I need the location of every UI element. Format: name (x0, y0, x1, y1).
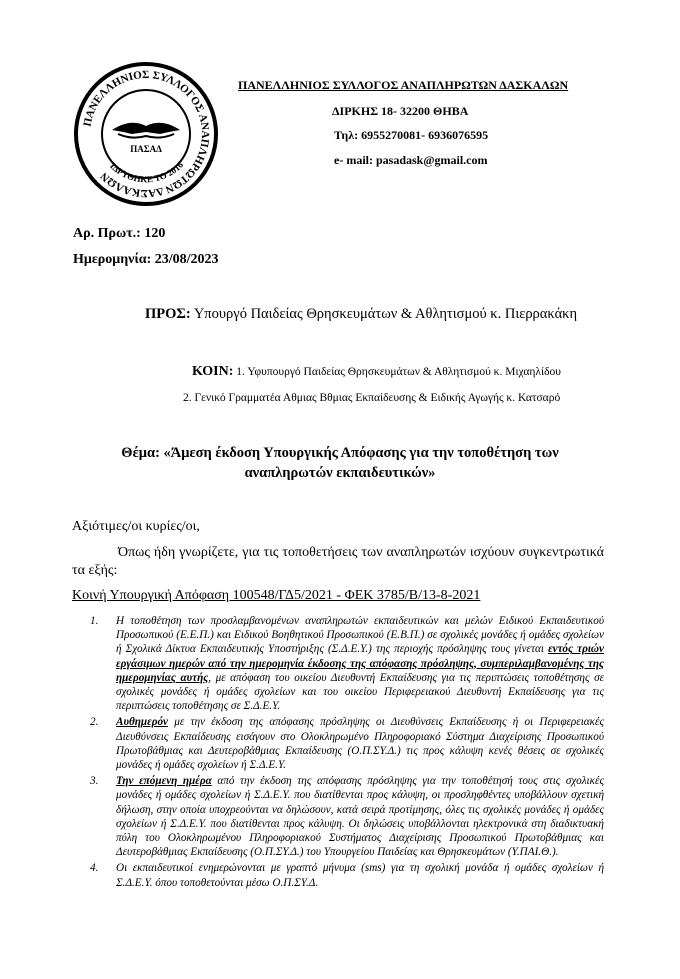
subject-line: Θέμα: «Άμεση έκδοση Υπουργικής Απόφασης για την τοποθέτηση των αναπληρωτών εκπαιδευτικών» (121, 445, 559, 481)
org-address: ΔΙΡΚΗΣ 18- 32200 ΘΗΒΑ (332, 104, 469, 118)
logo-founded-text: ΙΔΡΥΘΗΚΕ ΤΟ 2016 (108, 159, 186, 185)
org-name: ΠΑΝΕΛΛΗΝΙΟΣ ΣΥΛΛΟΓΟΣ ΑΝΑΠΛΗΡΩΤΩΝ ΔΑΣΚΑΛΩΝ (238, 78, 569, 92)
cc-line-1 (192, 364, 561, 380)
decision-title: Κοινή Υπουργική Απόφαση 100548/ΓΔ5/2021 - ΦΕΚ 3785/Β/13-8-2021 (72, 588, 481, 603)
decision-items-list (90, 614, 604, 892)
recipient-text: Υπουργό Παιδείας Θρησκευμάτων & Αθλητισμού κ. Πιερρακάκη (193, 306, 578, 322)
protocol-number: Αρ. Πρωτ.: 120 (73, 226, 166, 241)
org-email: e- mail: pasadask@gmail.com (334, 153, 488, 167)
recipient-line (145, 306, 577, 323)
greeting: Αξιότιμες/οι κυρίες/οι, (72, 519, 200, 534)
list-item: 1. Η τοποθέτηση των προσλαμβανομένων αναπληρωτών εκπαιδευτικών και μελών Ειδικού Εκπαιδευτικού Προσωπικού (Ε.Ε.Π.) και Ειδικού Βοηθητικού Προσωπικού (Ε.Β.Π.) σε σχολικές μονάδες ή ομάδες σχολείων ή Σχολικά Δίκτυα Εκπαιδευτικής Υποστήριξης (Σ.Δ.Ε.Υ.) της περιοχής πρόσληψης τους γίνεται εντός τριών εργάσιμων ημερών από την ημερομηνία έκδοσης της απόφασης πρόσληψης, συμπεριλαμβανομένης της ημερομηνίας αυτής, με απόφαση του οικείου Διευθυντή Εκπαίδευσης για τις περιπτώσεις τοποθέτησης σε σχολικές μονάδες ή ομάδες σχολείων και του οικείου Περιφερειακού Διευθυντή Εκπαίδευσης για τις περιπτώσεις τοποθέτησης σε Σ.Δ.Ε.Υ. (90, 615, 604, 713)
logo-ring-text: ΠΑΝΕΛΛΗΝΙΟΣ ΣΥΛΛΟΓΟΣ ΑΝΑΠΛΗΡΩΤΩΝ ΔΑΣΚΑΛΩΝ (81, 68, 212, 200)
logo-center-text: ΠΑΣΑΔ (130, 144, 162, 154)
cc-text-1: 1. Υφυπουργό Παιδείας Θρησκευμάτων & Αθλητισμού κ. Μιχαηλίδου (236, 366, 561, 378)
list-item: 3. Την επόμενη ημέρα από την έκδοση της απόφασης πρόσληψης για την τοποθέτησή τους στις σχολικές μονάδες ή ομάδες σχολείων ή Σ.Δ.Ε.Υ. που διατίθενται προς κάλυψη, οι προσληφθέντες υποβάλλουν σχετική δήλωση, στην οποία υποχρεούνται να δηλώσουν, κατά σειρά προτίμησης, όλες τις σχολικές μονάδες ή ομάδες σχολείων ή Σ.Δ.Ε.Υ. που διατίθενται προς κάλυψη. Οι δηλώσεις υποβάλλονται ηλεκτρονικά στη διαδικτυακή πύλη του Ολοκληρωμένου Πληροφοριακού Συστήματος Διαχείρισης Προσωπικού Πρωτοβάθμιας και Δευτεροβάθμιας Εκπαίδευσης (Ο.Π.ΣΥ.Δ.) του Υπουργείου Παιδείας και Θρησκευμάτων (Υ.ΠΑΙ.Θ.). (90, 775, 604, 859)
document-date: Ημερομηνία: 23/08/2023 (73, 252, 219, 267)
logo-seal (72, 60, 220, 208)
wings-icon (112, 123, 180, 134)
cc-line-2: 2. Γενικό Γραμματέα Αθμιας Βθμιας Εκπαίδευσης & Ειδικής Αγωγής κ. Κατσαρό (183, 392, 561, 404)
recipient-label: ΠΡΟΣ: (145, 306, 191, 322)
cc-label: ΚΟΙΝ: (192, 364, 234, 379)
intro-paragraph: Όπως ήδη γνωρίζετε, για τις τοποθετήσεις των αναπληρωτών ισχύουν συγκεντρωτικά τα εξής: (72, 545, 604, 578)
org-phone: Τηλ: 6955270081- 6936076595 (334, 128, 489, 142)
list-item: 2. Αυθημερόν με την έκδοση της απόφασης πρόσληψης οι Διευθύνσεις Εκπαίδευσης ή οι Περιφερειακές Διευθύνσεις Εκπαίδευσης εισάγουν στο Ολοκληρωμένο Πληροφοριακό Σύστημα Διαχείρισης Προσωπικού Πρωτοβάθμιας και Δευτεροβάθμιας Εκπαίδευσης (Ο.Π.ΣΥ.Δ.) τις προς κάλυψη κενές θέσεις σε σχολικές μονάδες ή ομάδες σχολείων ή Σ.Δ.Ε.Υ. (90, 716, 604, 772)
association-logo (72, 60, 220, 208)
list-item: 4. Οι εκπαιδευτικοί ενημερώνονται με γραπτό μήνυμα (sms) για τη σχολική μονάδα ή ομάδες σχολείων ή Σ.Δ.Ε.Υ. όπου τοποθετούνται μέσω Ο.Π.ΣΥ.Δ. (90, 862, 604, 889)
